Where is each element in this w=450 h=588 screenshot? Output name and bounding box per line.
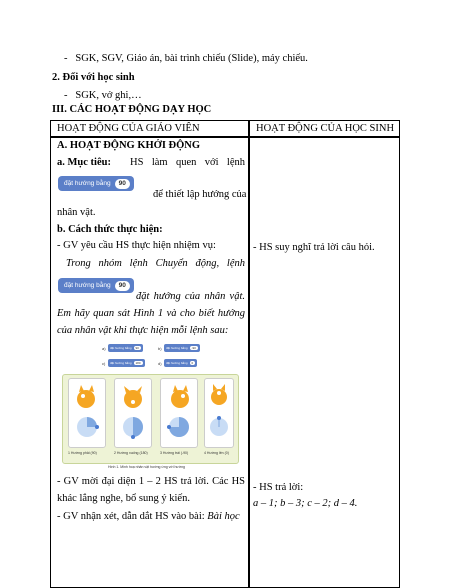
gv-call-1: - GV mời đại diện 1 – 2 HS trả lời. Các HS <box>57 476 245 487</box>
task-line-1: Trong nhóm lệnh Chuyển động, lệnh <box>66 258 245 269</box>
fig-letter-c: c) <box>102 361 106 366</box>
fig-letter-b: b) <box>158 346 162 351</box>
goal-line: a. Mục tiêu: <box>57 157 111 168</box>
goal-text-1: HS làm quen với lệnh <box>130 157 245 168</box>
fig-letter-d: d) <box>158 361 162 366</box>
panel-up <box>204 378 234 448</box>
cat-down-icon <box>115 379 151 447</box>
set-direction-block-2: đặt hướng bằng 90 <box>58 278 134 293</box>
panel-down <box>114 378 152 448</box>
caption-3: 3 Hướng trái (-90) <box>160 451 189 455</box>
cat-left-icon <box>161 379 197 447</box>
task-line-2: đặt hướng của nhân vật. <box>136 291 245 302</box>
fig-block-c: đặt hướng bằng 180 <box>108 359 145 367</box>
goal-text-3: nhân vật. <box>57 207 96 218</box>
gv-comment: - GV nhận xét, dẫn dắt HS vào bài: Bài học <box>57 511 240 522</box>
teacher-request: - GV yêu cầu HS thực hiện nhiệm vụ: <box>57 240 216 251</box>
section-a-title: A. HOẠT ĐỘNG KHỞI ĐỘNG <box>57 140 201 151</box>
cat-up-icon <box>205 379 233 447</box>
hs-answer-label: - HS trả lời: <box>253 482 304 493</box>
fig-block-a: đặt hướng bằng 90 <box>108 344 143 352</box>
set-direction-block: đặt hướng bằng 90 <box>58 176 134 191</box>
goal-text-2: để thiết lập hướng của <box>153 189 247 200</box>
method-label: b. Cách thức thực hiện: <box>57 224 163 235</box>
fig-block-d: đặt hướng bằng 0 <box>164 359 197 367</box>
hs-think: - HS suy nghĩ trả lời câu hỏi. <box>253 242 375 253</box>
task-line-3: Em hãy quan sát Hình 1 và cho biết hướng <box>57 308 245 319</box>
heading-activities: III. CÁC HOẠT ĐỘNG DẠY HỌC <box>52 104 212 115</box>
panel-right <box>68 378 106 448</box>
intro-line-2: - SGK, vở ghi,… <box>64 90 142 101</box>
panel-left <box>160 378 198 448</box>
hs-answer: a – 1; b – 3; c – 2; d – 4. <box>253 498 358 509</box>
heading-students: 2. Đối với học sinh <box>52 72 135 83</box>
caption-4: 4 Hướng lên (0) <box>204 451 229 455</box>
figure-caption: Hình 1. Minh hoạ nhân vật hướng ứng với hướng <box>108 465 185 469</box>
intro-line-1: - SGK, SGV, Giáo án, bài trình chiếu (Slide), máy chiếu. <box>64 53 308 64</box>
caption-2: 2 Hướng xuống (180) <box>114 451 148 455</box>
fig-letter-a: a) <box>102 346 106 351</box>
caption-1: 1 Hướng phải (90) <box>68 451 97 455</box>
col-header-student: HOẠT ĐỘNG CỦA HỌC SINH <box>256 123 395 134</box>
table-cell-student <box>248 136 400 588</box>
task-line-4: của nhân vật khi thực hiện mỗi lệnh sau: <box>57 325 229 336</box>
gv-call-2: khác lắng nghe, bổ sung ý kiến. <box>57 493 190 504</box>
col-header-teacher: HOẠT ĐỘNG CỦA GIÁO VIÊN <box>57 123 200 134</box>
fig-block-b: đặt hướng bằng -90 <box>164 344 200 352</box>
cat-right-icon <box>69 379 105 447</box>
